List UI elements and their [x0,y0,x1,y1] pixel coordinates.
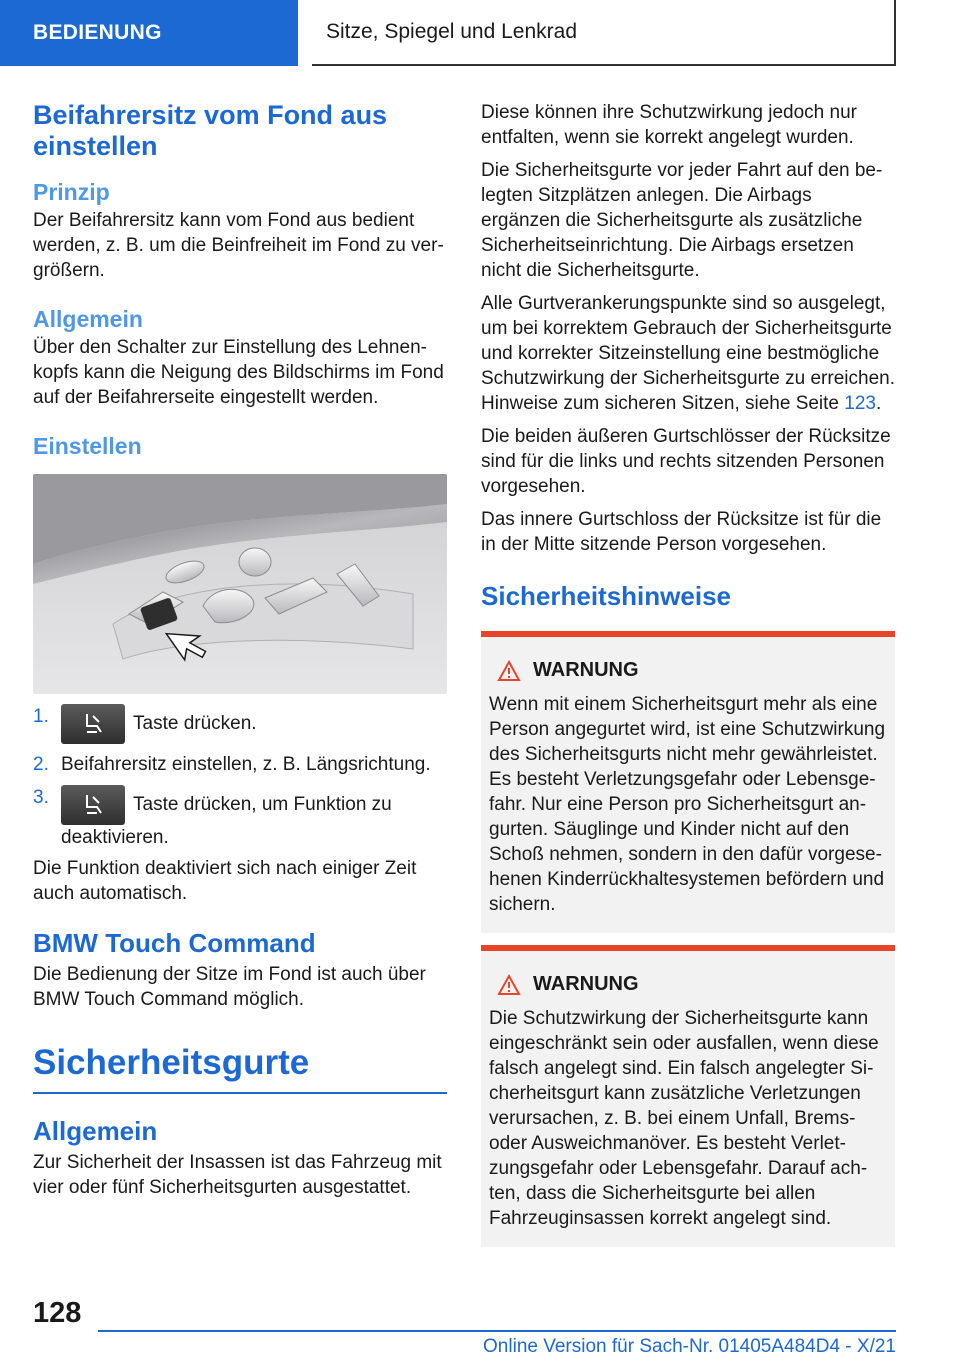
seat-control-photo [33,474,447,694]
gurte-allgemein-text: Zur Sicherheit der Insassen ist das Fahrzeug mit vier oder fünf Sicherheitsgurten ausgestattet. [33,1152,442,1198]
auto-deactivate-text: Die Funktion deaktiviert sich nach einiger Zeit auch automatisch. [33,858,417,904]
seat-button-icon [61,704,125,744]
heading-sicherheitsgurte: Sicherheitsgurte [33,1043,310,1082]
step-number: 3. [33,787,49,808]
step-text: Beifahrersitz einstellen, z. B. Längsrichtung. [61,754,431,775]
footer-divider [98,1330,896,1332]
chapter-tab: BEDIENUNG [0,0,298,66]
step-text: Taste drücken, um Funktion zu deaktivieren. [61,794,392,848]
warning-label: WARNUNG [533,659,639,681]
list-item [33,752,447,777]
paragraph: Die beiden äußeren Gurtschlösser der Rücksitze sind für die links und rechts sitzenden Personen vorgesehen. [481,426,891,497]
title-underline [33,1092,447,1094]
paragraph: Die Sicherheitsgurte vor jeder Fahrt auf den belegten Sitzplätzen anlegen. Die Airbags ergänzen die Sicherheitsgurte als zusätzliche Sicherheitseinrichtung. Die Airbags ersetzen nicht die Sicherheitsgurte. [481,160,883,281]
list-item [33,704,447,744]
warning-title [497,973,887,996]
step-number: 1. [33,706,49,727]
paragraph-text: Alle Gurtverankerungspunkte sind so ausgelegt, um bei korrektem Gebrauch der Sicherheitsgurte und korrekter Sitzeinstellung eine bestmögliche Schutzwirkung der Sicherheitsgurte zu erreichen. Hinweise zum sicheren Sitzen, siehe Seite [481,293,895,414]
paragraph [481,291,895,416]
paragraph: Das innere Gurtschloss der Rücksitze ist für die in der Mitte sitzende Person vorgesehen. [481,509,882,555]
step-content [61,704,257,744]
step-number: 2. [33,754,49,775]
warning-triangle-icon [497,660,521,682]
left-column [33,100,447,1200]
steps-list [33,704,447,850]
heading-allgemein: Allgemein [33,306,143,332]
step-text: Taste drücken. [133,713,257,735]
heading-sicherheitshinweise: Sicherheitshinweise [481,581,731,611]
warning-title [497,659,887,682]
warning-triangle-icon [497,974,521,996]
warning-label: WARNUNG [533,973,639,995]
allgemein-text: Über den Schalter zur Einstellung des Lehnenkopfs kann die Neigung des Bildschirms im Fond auf der Beifahrerseite eingestellt werden. [33,337,444,408]
page-link[interactable]: 123 [844,393,876,414]
touch-command-text: Die Bedienung der Sitze im Fond ist auch über BMW Touch Command möglich. [33,964,426,1010]
heading-gurte-allgemein: Allgemein [33,1116,158,1146]
warning-box [481,631,895,933]
online-version-text: Online Version für Sach-Nr. 01405A484D4 - X/21 [483,1336,896,1357]
right-column [481,100,895,1247]
paragraph: Diese können ihre Schutzwirkung jedoch nur entfalten, wenn sie korrekt angelegt wurden. [481,102,857,148]
section-heading-beifahrersitz: Beifahrersitz vom Fond aus einstellen [33,100,388,161]
paragraph-end: . [876,393,882,414]
section-title: Sitze, Spiegel und Lenkrad [312,0,896,66]
page-number: 128 [33,1297,82,1329]
heading-prinzip: Prinzip [33,179,110,205]
heading-einstellen: Einstellen [33,433,142,459]
warning-text: Wenn mit einem Sicherheitsgurt mehr als eine Person angegurtet wird, ist eine Schutzwirkung des Sicherheitsgurts nicht mehr gewährleistet. Es besteht Verletzungsgefahr oder Lebensgefahr. Nur eine Person pro Sicherheitsgurt angurten. Säuglinge und Kinder nicht auf den Schoß nehmen, sondern in den dafür vorgesehenen Kinderrückhaltesystemen befördern und sichern. [489,694,886,915]
seat-button-icon [61,785,125,825]
prinzip-text: Der Beifahrersitz kann vom Fond aus bedient werden, z. B. um die Beinfreiheit im Fond zu vergrößern. [33,210,444,281]
warning-box [481,945,895,1247]
heading-bmw-touch-command: BMW Touch Command [33,928,316,958]
warning-text: Die Schutzwirkung der Sicherheitsgurte kann eingeschränkt sein oder ausfallen, wenn diese falsch angelegt sind. Ein falsch angelegter Sicherheitsgurt kann zusätzliche Verletzungen verursachen, z. B. bei einem Unfall, Brems- oder Ausweichmanöver. Es besteht Verletzungsgefahr oder Lebensgefahr. Darauf achten, dass die Sicherheitsgurte bei allen Fahrzeuginsassen korrekt angelegt sind. [489,1008,879,1229]
step-content [61,785,447,850]
list-item [33,785,447,850]
